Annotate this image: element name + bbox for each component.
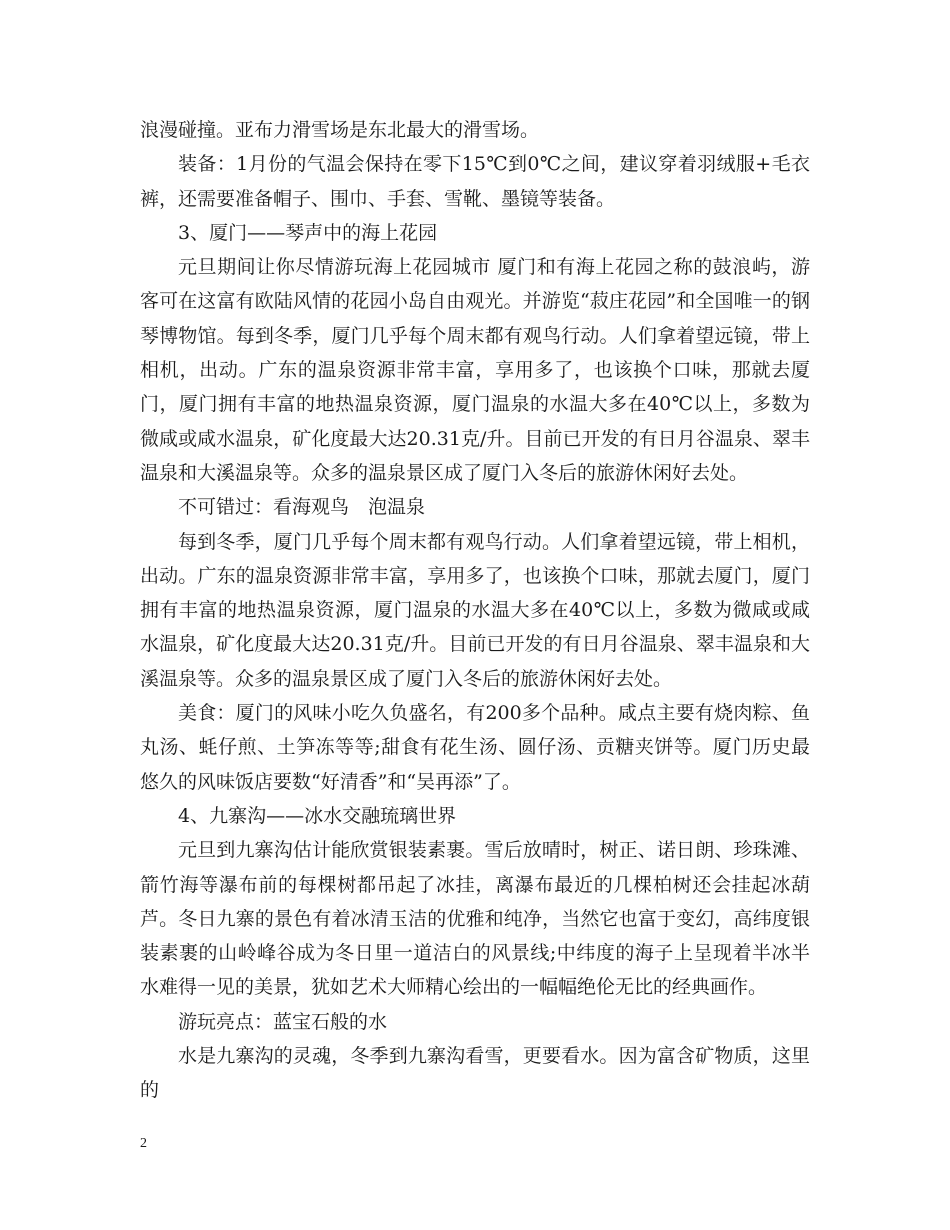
section-heading-jiuzhaigou: 4、九寨沟——冰水交融琉璃世界 [178,804,457,827]
paragraph-equipment: 装备：1月份的气温会保持在零下15℃到0℃之间，建议穿着羽绒服+毛衣裤，还需要准备帽子、围巾、手套、雪靴、墨镜等装备。 [140,153,810,210]
subheading-highlight: 游玩亮点：蓝宝石般的水 [178,1010,388,1033]
paragraph-continuation: 浪漫碰撞。亚布力滑雪场是东北最大的滑雪场。 [140,119,540,141]
subheading-not-to-miss: 不可错过：看海观鸟 泡温泉 [178,496,426,519]
paragraph-xiamen-hotsprings: 每到冬季，厦门几乎每个周末都有观鸟行动。人们拿着望远镜，带上相机，出动。广东的温泉资源非常丰富，享用多了，也该换个口味，那就去厦门，厦门拥有丰富的地热温泉资源，厦门温泉的水温大多在40℃以上，多数为微咸或咸水温泉，矿化度最大达20.31克/升。目前已开发的有日月谷温泉、翠丰温泉和大溪温泉等。众多的温泉景区成了厦门入冬后的旅游休闲好去处。 [140,530,810,690]
paragraph-jiuzhaigou-water: 水是九寨沟的灵魂，冬季到九寨沟看雪，更要看水。因为富含矿物质，这里的 [140,1045,810,1102]
body-text [140,113,810,1108]
section-heading-xiamen: 3、厦门——琴声中的海上花园 [178,221,438,244]
paragraph-xiamen-intro: 元旦期间让你尽情游玩海上花园城市 厦门和有海上花园之称的鼓浪屿，游客可在这富有欧陆风情的花园小岛自由观光。并游览“菽庄花园”和全国唯一的钢琴博物馆。每到冬季，厦门几乎每个周末都有观鸟行动。人们拿着望远镜，带上相机，出动。广东的温泉资源非常丰富，享用多了，也该换个口味，那就去厦门，厦门拥有丰富的地热温泉资源，厦门温泉的水温大多在40℃以上，多数为微咸或咸水温泉，矿化度最大达20.31克/升。目前已开发的有日月谷温泉、翠丰温泉和大溪温泉等。众多的温泉景区成了厦门入冬后的旅游休闲好去处。 [140,256,810,484]
paragraph-jiuzhaigou-intro: 元旦到九寨沟估计能欣赏银装素裹。雪后放晴时，树正、诺日朗、珍珠滩、箭竹海等瀑布前的每棵树都吊起了冰挂，离瀑布最近的几棵柏树还会挂起冰葫芦。冬日九寨的景色有着冰清玉洁的优雅和纯净，当然它也富于变幻，高纬度银装素裹的山岭峰谷成为冬日里一道洁白的风景线;中纬度的海子上呈现着半冰半水难得一见的美景，犹如艺术大师精心绘出的一幅幅绝伦无比的经典画作。 [140,839,810,999]
paragraph-xiamen-food: 美食：厦门的风味小吃久负盛名，有200多个品种。咸点主要有烧肉粽、鱼丸汤、蚝仔煎、土笋冻等等;甜食有花生汤、圆仔汤、贡糖夹饼等。厦门历史最悠久的风味饭店要数“好清香”和“吴再添”了。 [140,702,810,793]
page-number: 2 [140,1136,147,1151]
